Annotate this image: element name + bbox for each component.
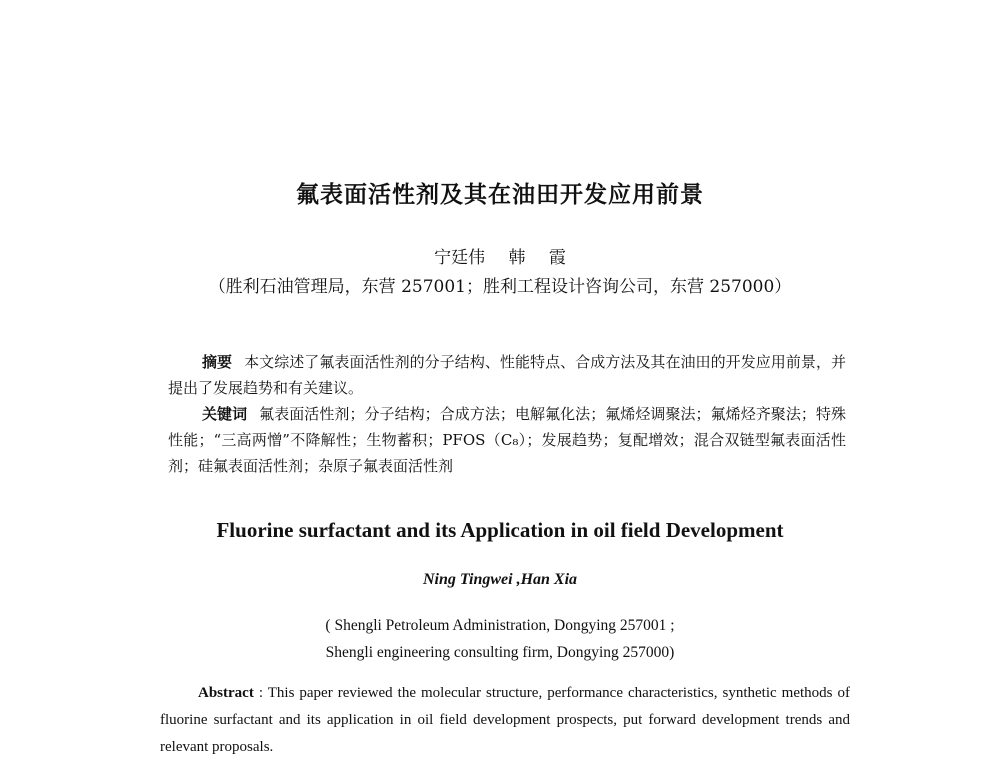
chinese-title: 氟表面活性剂及其在油田开发应用前景 xyxy=(296,182,704,208)
english-abstract-text: This paper reviewed the molecular structure, performance characteristics, synthetic methods of fluorine surfactant and its application in oil field development prospects, put forward development trends and relevant proposals. xyxy=(160,685,850,755)
chinese-abstract-block xyxy=(168,349,846,479)
chinese-abstract-label: 摘要 xyxy=(202,353,233,371)
english-affiliation-line-2: Shengli engineering consulting firm, Dongying 257000) xyxy=(325,644,675,661)
chinese-abstract xyxy=(168,349,846,401)
chinese-authors: 宁廷伟 韩 霞 xyxy=(434,248,566,268)
chinese-keywords-text: 氟表面活性剂；分子结构；合成方法；电解氟化法；氟烯烃调聚法；氟烯烃齐聚法；特殊性能；“三高两憎”不降解性；生物蓄积；PFOS（C₈）；发展趋势；复配增效；混合双链型氟表面活性剂；硅氟表面活性剂；杂原子氟表面活性剂 xyxy=(168,405,846,475)
chinese-abstract-text: 本文综述了氟表面活性剂的分子结构、性能特点、合成方法及其在油田的开发应用前景，并提出了发展趋势和有关建议。 xyxy=(168,353,846,397)
english-authors: Ning Tingwei ,Han Xia xyxy=(422,571,578,588)
english-title: Fluorine surfactant and its Application in oil field Development xyxy=(216,518,784,542)
english-abstract: Abstract : This paper reviewed the molecular structure, performance characteristics, synthetic methods of fluorine surfactant and its application in oil field development prospects, put forward development trends and relevant proposals. xyxy=(160,685,850,755)
english-abstract-block xyxy=(160,680,850,761)
chinese-keywords-label: 关键词 xyxy=(202,405,248,423)
english-affiliation-line-1: ( Shengli Petroleum Administration, Dongying 257001 ; xyxy=(325,617,675,634)
chinese-affiliation: （胜利石油管理局，东营 257001；胜利工程设计咨询公司，东营 257000） xyxy=(208,277,792,297)
english-abstract-label: Abstract xyxy=(198,685,254,701)
english-affiliation xyxy=(0,612,1000,666)
chinese-keywords xyxy=(168,401,846,479)
